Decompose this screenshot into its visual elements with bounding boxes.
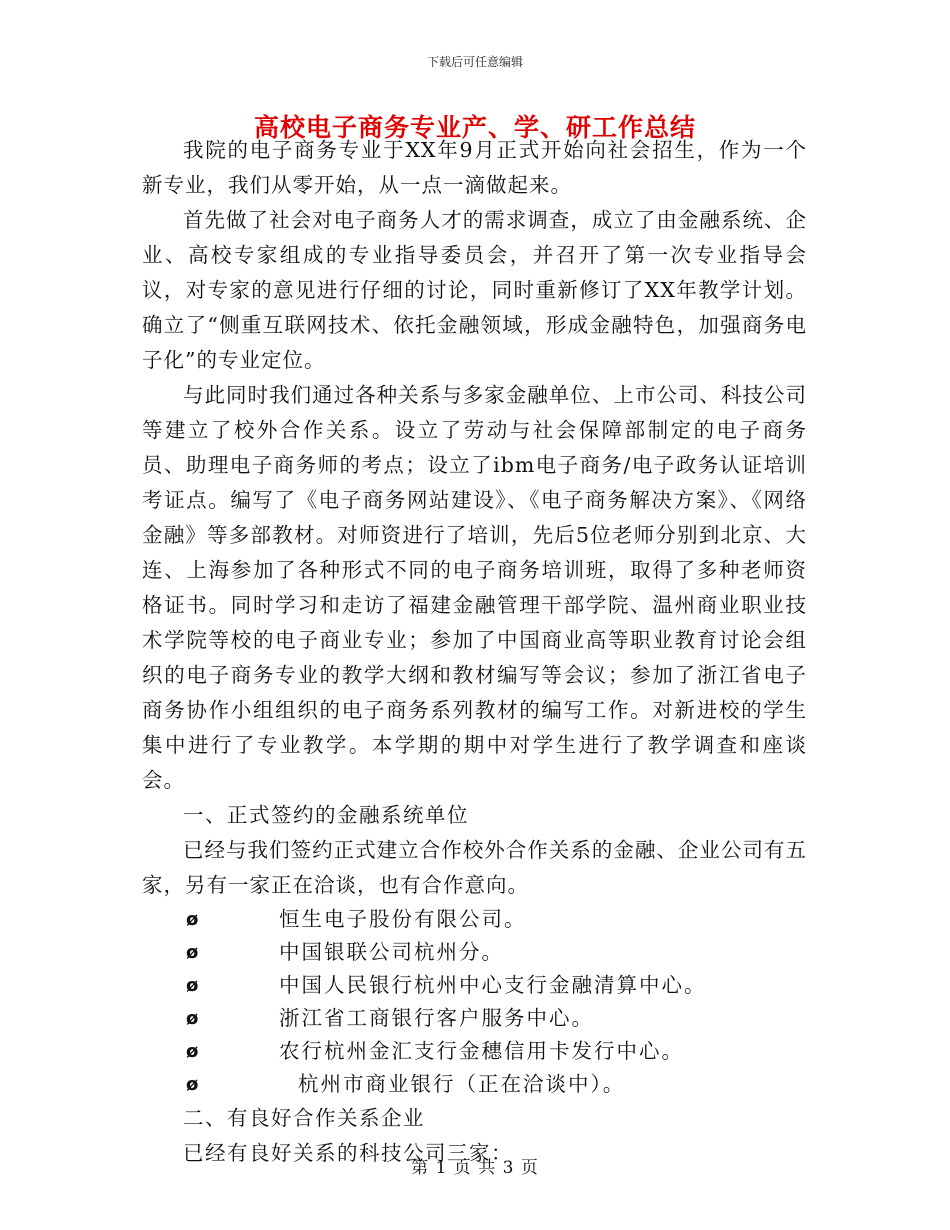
list-item-text: 恒生电子股份有限公司。 — [279, 907, 527, 931]
list-item — [142, 1068, 807, 1101]
section1-intro: 已经与我们签约正式建立合作校外合作关系的金融、企业公司有五家，另有一家正在洽谈，也有合作意向。 — [142, 838, 807, 897]
section2-heading: 二、有良好合作关系企业 — [183, 1106, 425, 1130]
bullet-icon: ø — [186, 942, 201, 963]
list-item-text: 浙江省工商银行客户服务中心。 — [279, 1006, 594, 1030]
document-body — [142, 133, 807, 1171]
list-item-text: 杭州市商业银行（正在洽谈中）。 — [298, 1072, 626, 1096]
section1-heading: 一、正式签约的金融系统单位 — [183, 803, 469, 827]
list-item-text: 农行杭州金汇支行金穗信用卡发行中心。 — [279, 1039, 684, 1063]
list-item-text: 中国人民银行杭州中心支行金融清算中心。 — [279, 973, 707, 997]
paragraph-intro: 我院的电子商务专业于XX年9月正式开始向社会招生，作为一个新专业，我们从零开始，从一点一滴做起来。 — [142, 138, 807, 197]
list-item — [142, 1035, 807, 1068]
partner-list — [142, 903, 807, 1101]
list-item — [142, 1002, 807, 1035]
list-item — [142, 969, 807, 1002]
bullet-icon: ø — [186, 975, 201, 996]
page-number: 第 1 页 共 3 页 — [411, 1158, 539, 1178]
paragraph-survey: 首先做了社会对电子商务人才的需求调查，成立了由金融系统、企业、高校专家组成的专业指导委员会，并召开了第一次专业指导会议，对专家的意见进行仔细的讨论，同时重新修订了XX年教学计划。确立了“侧重互联网技术、依托金融领域，形成金融特色，加强商务电子化”的专业定位。 — [142, 208, 807, 372]
bullet-icon: ø — [186, 1041, 201, 1062]
bullet-icon: ø — [186, 909, 201, 930]
paragraph-cooperation: 与此同时我们通过各种关系与多家金融单位、上市公司、科技公司等建立了校外合作关系。设立了劳动与社会保障部制定的电子商务员、助理电子商务师的考点；设立了ibm电子商务/电子政务认证培训考证点。编写了《电子商务网站建设》、《电子商务解决方案》、《网络金融》等多部教材。对师资进行了培训，先后5位老师分别到北京、大连、上海参加了各种形式不同的电子商务培训班，取得了多种老师资格证书。同时学习和走访了福建金融管理干部学院、温州商业职业技术学院等校的电子商业专业；参加了中国商业高等职业教育讨论会组织的电子商务专业的教学大纲和教材编写等会议；参加了浙江省电子商务协作小组组织的电子商务系列教材的编写工作。对新进校的学生集中进行了专业教学。本学期的期中对学生进行了教学调查和座谈会。 — [142, 383, 807, 792]
bullet-icon: ø — [186, 1074, 201, 1095]
document-title: 高校电子商务专业产、学、研工作总结 — [253, 113, 696, 142]
list-item — [142, 936, 807, 969]
list-item — [142, 903, 807, 936]
list-item-text: 中国银联公司杭州分。 — [279, 940, 504, 964]
bullet-icon: ø — [186, 1008, 201, 1029]
header-note: 下载后可任意编辑 — [426, 55, 523, 69]
section2-intro: 已经有良好关系的科技公司三家： — [183, 1141, 513, 1165]
